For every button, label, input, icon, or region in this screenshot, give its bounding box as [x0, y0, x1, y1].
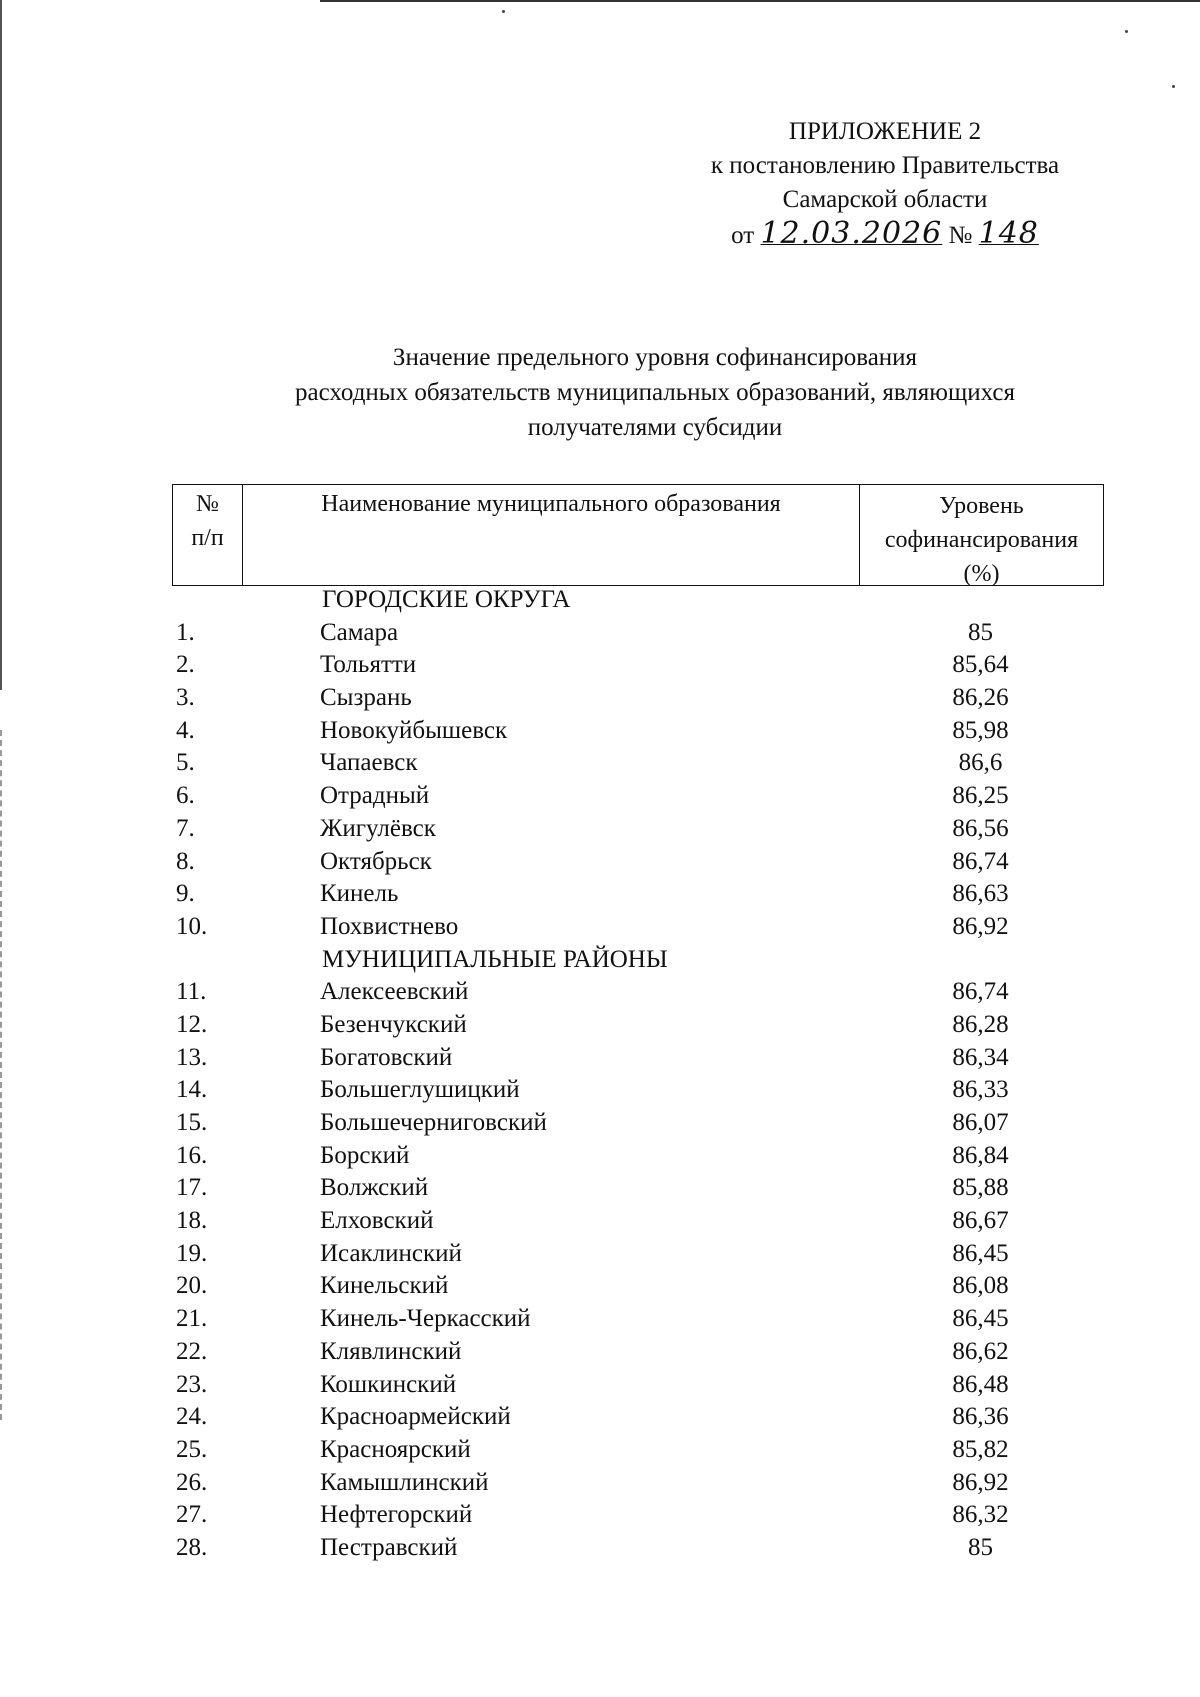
row-number: 18. — [176, 1207, 208, 1235]
row-number — [172, 584, 242, 617]
row-number: 2. — [176, 651, 195, 679]
scan-edge-left-dashed — [0, 730, 4, 1420]
appendix-title: ПРИЛОЖЕНИЕ 2 — [788, 118, 982, 145]
table-row — [172, 813, 1102, 846]
table-row — [172, 878, 1102, 911]
row-value: 86,6 — [958, 749, 1003, 777]
table-row — [172, 1467, 1102, 1500]
row-name: Красноярский — [320, 1435, 471, 1463]
row-number: 11. — [176, 978, 207, 1006]
table-row — [172, 1205, 1102, 1238]
row-name: Чапаевск — [320, 749, 418, 777]
date-prefix: от — [731, 222, 755, 249]
table-row — [172, 780, 1102, 813]
appendix-header — [675, 115, 1095, 253]
row-value: 86,74 — [952, 847, 1009, 875]
row-name: Кинель — [320, 880, 399, 908]
row-value: 86,74 — [952, 978, 1009, 1006]
row-number: 23. — [176, 1370, 208, 1398]
row-value: 86,45 — [952, 1305, 1009, 1333]
row-name: Октябрьск — [320, 847, 432, 875]
section-heading-row — [172, 944, 1102, 977]
row-name: Самара — [320, 618, 399, 646]
table-row — [172, 1336, 1102, 1369]
table-row — [172, 1499, 1102, 1532]
table-row — [172, 1009, 1102, 1042]
table-row — [172, 846, 1102, 879]
row-name: Кинель-Черкасский — [320, 1305, 531, 1333]
row-number: 25. — [176, 1435, 208, 1463]
row-number: 9. — [176, 880, 195, 908]
table-row — [172, 1042, 1102, 1075]
scan-speck — [502, 10, 505, 13]
row-name: МУНИЦИПАЛЬНЫЕ РАЙОНЫ — [322, 945, 668, 973]
row-value: 86,36 — [952, 1403, 1009, 1431]
row-number: 19. — [176, 1239, 208, 1267]
table-row — [172, 1532, 1102, 1565]
row-name: Нефтегорский — [320, 1501, 473, 1529]
table-row — [172, 682, 1102, 715]
table-row — [172, 1303, 1102, 1336]
row-number: 26. — [176, 1468, 208, 1496]
table-row — [172, 1270, 1102, 1303]
row-value — [859, 944, 1102, 977]
table-row — [172, 911, 1102, 944]
row-value: 86,25 — [952, 782, 1009, 810]
row-number: 17. — [176, 1174, 208, 1202]
table-row — [172, 1369, 1102, 1402]
table-row — [172, 1401, 1102, 1434]
row-name: Кинельский — [320, 1272, 449, 1300]
row-number: 20. — [176, 1272, 208, 1300]
row-name: Борский — [320, 1141, 410, 1169]
row-value: 85 — [968, 618, 993, 646]
header-name: Наименование муниципального образования — [243, 485, 860, 585]
row-name: Отрадный — [320, 782, 430, 810]
row-name: Тольятти — [320, 651, 417, 679]
row-name: Елховский — [320, 1207, 434, 1235]
row-value: 85,98 — [952, 716, 1009, 744]
row-name: Сызрань — [320, 684, 412, 712]
row-number: 8. — [176, 847, 195, 875]
table-row — [172, 1434, 1102, 1467]
row-number: 5. — [176, 749, 195, 777]
row-number: 24. — [176, 1403, 208, 1431]
row-name: Богатовский — [320, 1043, 453, 1071]
row-number: 6. — [176, 782, 195, 810]
row-value: 86,45 — [952, 1239, 1009, 1267]
table-row — [172, 1172, 1102, 1205]
row-number: 22. — [176, 1337, 208, 1365]
row-name: Жигулёвск — [320, 814, 436, 842]
row-number: 1. — [176, 618, 195, 646]
scan-edge-top — [320, 0, 1200, 2]
row-name: Пестравский — [320, 1533, 458, 1561]
row-value: 85 — [968, 1533, 993, 1561]
title-line-3: получателями субсидии — [527, 414, 783, 441]
row-value: 85,64 — [952, 651, 1009, 679]
appendix-date-line — [675, 217, 1095, 253]
table-header — [172, 484, 1104, 586]
section-heading-row — [172, 584, 1102, 617]
document-title — [160, 340, 1150, 445]
table-body — [172, 584, 1102, 1565]
table-row — [172, 747, 1102, 780]
row-value: 86,48 — [952, 1370, 1009, 1398]
row-value: 86,63 — [952, 880, 1009, 908]
row-name: Исаклинский — [320, 1239, 462, 1267]
row-value: 86,67 — [952, 1207, 1009, 1235]
table-row — [172, 1238, 1102, 1271]
header-level: Уровень софинансирования (%) — [884, 493, 1079, 587]
row-number — [172, 944, 242, 977]
row-name: Большечерниговский — [320, 1109, 547, 1136]
title-line-2: расходных обязательств муниципальных образований, являющихся — [295, 379, 1015, 406]
row-number: 28. — [176, 1533, 208, 1561]
row-name: ГОРОДСКИЕ ОКРУГА — [322, 586, 571, 613]
row-value — [859, 584, 1102, 617]
appendix-region: Самарской области — [782, 186, 988, 213]
row-name: Новокуйбышевск — [320, 716, 508, 744]
row-name: Красноармейский — [320, 1403, 511, 1431]
row-name: Камышлинский — [320, 1468, 489, 1496]
table-row — [172, 1074, 1102, 1107]
row-name: Волжский — [320, 1174, 429, 1202]
table-row — [172, 649, 1102, 682]
row-number: 12. — [176, 1010, 208, 1038]
table-row — [172, 1107, 1102, 1140]
table-row — [172, 715, 1102, 748]
row-number: 14. — [176, 1076, 208, 1104]
scan-speck — [1172, 85, 1175, 88]
row-value: 86,32 — [952, 1501, 1009, 1529]
row-name: Безенчукский — [320, 1010, 467, 1038]
table-row — [172, 976, 1102, 1009]
handwritten-date: 12.03.2026 — [760, 216, 943, 251]
row-name: Алексеевский — [320, 978, 469, 1006]
row-name: Большеглушицкий — [320, 1076, 520, 1104]
row-number: 13. — [176, 1043, 208, 1071]
appendix-resolution: к постановлению Правительства — [710, 152, 1060, 179]
table-row — [172, 1140, 1102, 1173]
row-number: 10. — [176, 912, 208, 940]
row-value: 86,92 — [952, 1468, 1009, 1496]
row-number: 15. — [176, 1109, 208, 1136]
row-value: 86,84 — [952, 1141, 1009, 1169]
row-value: 86,33 — [952, 1076, 1009, 1104]
row-value: 86,56 — [952, 814, 1009, 842]
row-value: 86,07 — [952, 1109, 1009, 1136]
number-sign: № — [948, 222, 973, 249]
handwritten-number: 148 — [978, 216, 1039, 251]
scan-speck — [1125, 30, 1128, 33]
row-value: 86,34 — [952, 1043, 1009, 1071]
row-number: 4. — [176, 716, 195, 744]
row-value: 86,28 — [952, 1010, 1009, 1038]
row-name: Клявлинский — [320, 1337, 462, 1365]
header-number: № п/п — [173, 485, 243, 585]
row-value: 86,62 — [952, 1337, 1009, 1365]
row-value: 85,82 — [952, 1435, 1009, 1463]
row-number: 16. — [176, 1141, 208, 1169]
table-row — [172, 617, 1102, 650]
row-value: 86,92 — [952, 912, 1009, 940]
row-number: 21. — [176, 1305, 208, 1333]
row-number: 3. — [176, 684, 195, 712]
row-value: 86,26 — [952, 684, 1009, 712]
title-line-1: Значение предельного уровня софинансирования — [392, 344, 918, 371]
row-name: Похвистнево — [320, 912, 459, 940]
row-value: 85,88 — [952, 1174, 1009, 1202]
row-number: 7. — [176, 814, 195, 842]
scan-edge-left — [0, 0, 2, 690]
row-value: 86,08 — [952, 1272, 1009, 1300]
row-number: 27. — [176, 1501, 208, 1529]
row-name: Кошкинский — [320, 1370, 457, 1398]
